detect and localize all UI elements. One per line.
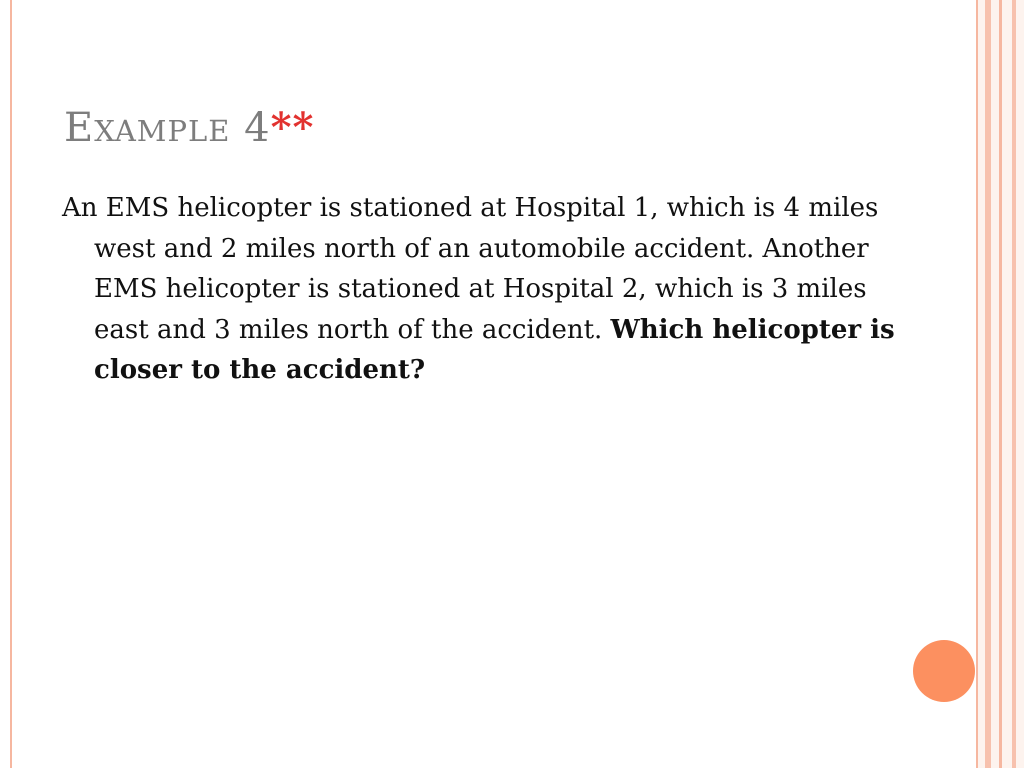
- problem-question: Which helicopter is closer to the accident?: [94, 314, 895, 385]
- frame-right-line: [999, 0, 1002, 768]
- title-stars: **: [270, 104, 315, 151]
- frame-right-line: [1012, 0, 1016, 768]
- frame-left-line: [10, 0, 12, 768]
- slide-title: [64, 104, 314, 151]
- frame-right-line: [976, 0, 978, 768]
- title-number: 4: [230, 105, 271, 151]
- frame-right-line: [985, 0, 991, 768]
- title-rest: XAMPLE: [94, 114, 231, 148]
- problem-statement: An EMS helicopter is stationed at Hospital 1, which is 4 miles west and 2 miles north of an automobile accident. Another EMS helicopter is stationed at Hospital 2, which is 3 miles east and 3 miles north of the accident.: [62, 193, 879, 345]
- problem-text: [62, 188, 924, 391]
- decorative-circle: [913, 640, 975, 702]
- title-first-letter: E: [64, 105, 95, 151]
